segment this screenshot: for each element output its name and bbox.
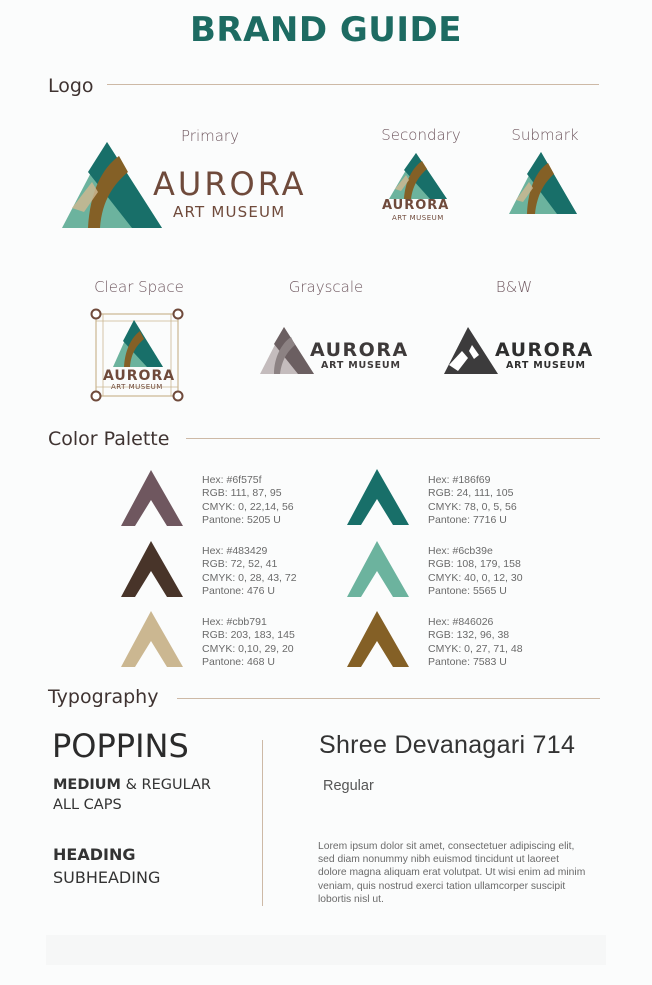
swatch-1-pantone: Pantone: 5205 U: [202, 513, 281, 526]
typography-divider: [262, 740, 263, 906]
caption-grayscale: Grayscale: [288, 278, 364, 296]
section-heading-typography: Typography: [48, 686, 159, 708]
primary-logo-mark: [62, 142, 162, 228]
swatch-6: [347, 611, 409, 667]
font1-weight-regular: REGULAR: [141, 777, 211, 793]
swatch-3-cmyk: CMYK: 0, 28, 43, 72: [202, 571, 297, 584]
swatch-3-pantone: Pantone: 476 U: [202, 584, 275, 597]
swatch-6-hex: Hex: #846026: [428, 616, 494, 628]
page-card-bottom: [46, 935, 606, 965]
swatch-2-hex: Hex: #186f69: [428, 474, 491, 486]
swatch-2-rgb: RGB: 24, 111, 105: [428, 487, 514, 500]
clear-space-wordmark: AURORA: [103, 368, 176, 384]
swatch-5-pantone: Pantone: 468 U: [202, 655, 275, 668]
primary-tagline: ART MUSEUM: [173, 203, 286, 221]
swatch-2-info: [428, 474, 517, 527]
font1-weights: [53, 777, 211, 793]
swatch-6-cmyk: CMYK: 0, 27, 71, 48: [428, 642, 523, 655]
swatch-1-rgb: RGB: 111, 87, 95: [202, 487, 282, 500]
swatch-1-hex: Hex: #6f575f: [202, 474, 262, 486]
swatch-6-rgb: RGB: 132, 96, 38: [428, 629, 510, 642]
swatch-5-hex: Hex: #cbb791: [202, 616, 267, 628]
caption-primary: Primary: [181, 127, 239, 145]
swatch-5-cmyk: CMYK: 0,10, 29, 20: [202, 642, 294, 655]
secondary-wordmark: AURORA: [382, 198, 450, 213]
grayscale-wordmark: AURORA: [310, 339, 409, 361]
swatch-4-pantone: Pantone: 5565 U: [428, 584, 507, 597]
bw-wordmark: AURORA: [495, 339, 594, 361]
caption-submark: Submark: [511, 126, 579, 144]
page-title: BRAND GUIDE: [189, 10, 463, 50]
swatch-3: [121, 541, 183, 597]
clear-space-tagline: ART MUSEUM: [111, 383, 163, 391]
swatch-6-pantone: Pantone: 7583 U: [428, 655, 507, 668]
font2-name: Shree Devanagari 714: [319, 731, 576, 759]
secondary-logo-mark: [389, 153, 447, 199]
primary-wordmark: AURORA: [153, 165, 307, 203]
lorem-sample-text: Lorem ipsum dolor sit amet, consectetuer adipiscing elit, sed diam nonummy nibh euismod tincidunt ut laoreet dolore magna aliquam erat volutpat. Ut wisi enim ad minim veniam, quis nostrud exerci tation ullamcorper suscipit lobortis nisl ut.: [318, 841, 586, 905]
bw-tagline: ART MUSEUM: [506, 360, 586, 371]
section-rule-palette: [186, 438, 600, 439]
section-rule-typography: [177, 698, 600, 699]
grayscale-tagline: ART MUSEUM: [321, 360, 401, 371]
swatch-3-info: [202, 545, 297, 598]
swatch-6-info: [428, 616, 523, 669]
swatch-5-info: [202, 616, 295, 669]
swatch-1-cmyk: CMYK: 0, 22,14, 56: [202, 500, 294, 513]
swatch-4: [347, 541, 409, 597]
font1-caps: ALL CAPS: [53, 797, 122, 813]
section-heading-palette: Color Palette: [48, 428, 170, 450]
font1-weight-medium: MEDIUM: [53, 777, 121, 793]
font1-weight-amp: &: [120, 777, 142, 793]
swatch-4-rgb: RGB: 108, 179, 158: [428, 558, 521, 571]
font2-weight: Regular: [323, 778, 374, 794]
section-heading-logo: Logo: [48, 75, 94, 97]
swatch-1-info: [202, 474, 294, 527]
font1-subheading-sample: SUBHEADING: [53, 868, 161, 887]
swatch-4-hex: Hex: #6cb39e: [428, 545, 493, 557]
swatch-4-cmyk: CMYK: 40, 0, 12, 30: [428, 571, 523, 584]
caption-clear-space: Clear Space: [94, 278, 184, 296]
swatch-5: [121, 611, 183, 667]
secondary-tagline: ART MUSEUM: [392, 214, 444, 222]
submark-logo-mark: [509, 152, 577, 214]
font1-name: POPPINS: [52, 727, 189, 765]
section-rule-logo: [107, 84, 599, 85]
bw-logo-mark: [444, 327, 498, 374]
swatch-2: [347, 469, 409, 525]
swatch-2-pantone: Pantone: 7716 U: [428, 513, 507, 526]
caption-secondary: Secondary: [381, 126, 461, 144]
swatch-3-hex: Hex: #483429: [202, 545, 268, 557]
grayscale-logo-mark: [260, 327, 314, 374]
swatch-4-info: [428, 545, 523, 598]
caption-bw: B&W: [495, 278, 533, 296]
font1-heading-sample: HEADING: [53, 845, 136, 864]
swatch-3-rgb: RGB: 72, 52, 41: [202, 558, 278, 571]
swatch-2-cmyk: CMYK: 78, 0, 5, 56: [428, 500, 517, 513]
swatch-5-rgb: RGB: 203, 183, 145: [202, 629, 295, 642]
swatch-1: [121, 470, 183, 526]
